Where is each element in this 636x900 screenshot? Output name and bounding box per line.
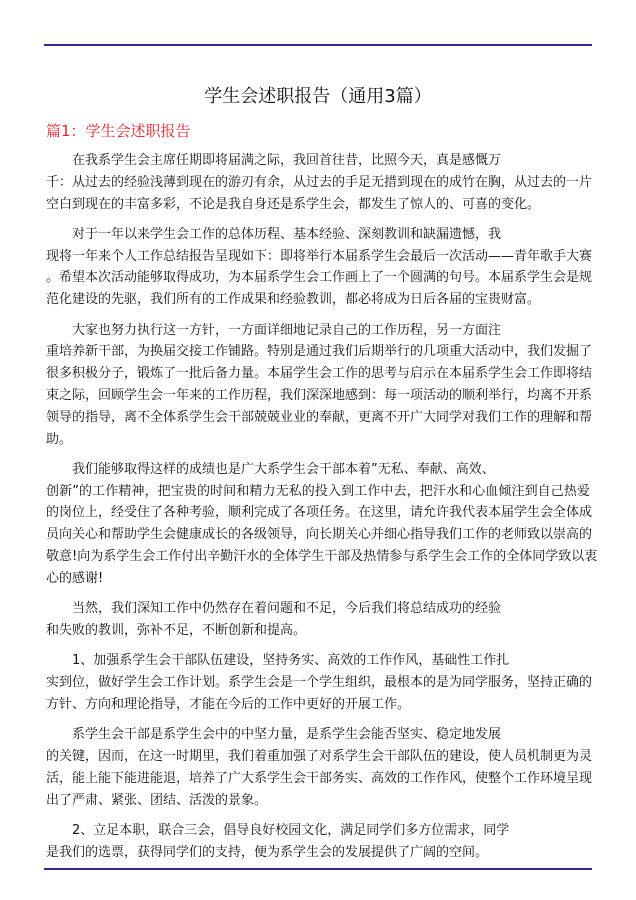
- paragraph: [46, 650, 593, 715]
- paragraph: [46, 820, 590, 864]
- paragraph-line: 出了严肃、紧张、团结、活泼的景象。: [46, 792, 268, 808]
- paragraph-line: 范化建设的先驱，我们所有的工作成果和经验教训，都必将成为日后各届的宝贵财富。: [46, 292, 541, 308]
- paragraph-line: 束之际，回顾学生会一年来的工作历程，我们深深地感到：每一项活动的顺利举行，均离不开系: [46, 387, 593, 403]
- paragraph-line: 我们能够取得这样的成绩也是广大系学生会干部本着”无私、奉献、高效、: [72, 461, 495, 477]
- paragraph-line: 在我系学生会主席任期即将届满之际，我回首往昔，比照今天，真是感慨万: [72, 153, 502, 168]
- paragraph-line: 。希望本次活动能够取得成功，为本届系学生会工作画上了一个圆满的句号。本届系学生会是规: [46, 270, 593, 286]
- paragraph-line: 空白到现在的丰富多彩，不论是我自身还是系学生会，都发生了惊人的、可喜的变化。: [46, 196, 541, 212]
- paragraph-line: 是我们的选票，获得同学们的支持，便为系学生会的发展提供了广阔的空间。: [46, 844, 489, 860]
- paragraph-line: 领导的指导，离不全体系学生会干部兢兢业业的奉献，更离不开广大同学对我们工作的理解和帮: [46, 409, 593, 425]
- paragraph-line: 方针、方向和理论指导，才能在今后的工作中更好的开展工作。: [46, 696, 411, 712]
- paragraph: [46, 320, 593, 451]
- paragraph-line: 实到位，做好学生会工作计划。系学生会是一个学生组织，最根本的是为同学服务，坚持正确的: [46, 675, 593, 691]
- paragraph-line: 心的感谢!: [46, 570, 104, 586]
- paragraph-line: 2、立足本职，联合三会，倡导良好校园文化，满足同学们多方位需求，同学: [72, 822, 510, 838]
- paragraph-line: 大家也努力执行这一方针，一方面详细地记录自己的工作历程，另一方面注: [72, 322, 502, 338]
- paragraph-line: 1、加强系学生会干部队伍建设，坚持务实、高效的工作作风，基础性工作扎: [72, 653, 510, 669]
- paragraph-line: 当然，我们深知工作中仍然存在着问题和不足，今后我们将总结成功的经验: [72, 601, 502, 617]
- paragraph-line: 对于一年以来学生会工作的总体历程、基本经验、深刻教训和缺漏遗憾，我: [72, 226, 502, 242]
- paragraph: [46, 724, 593, 811]
- paragraph-line: 助。: [46, 431, 73, 447]
- document-body: [46, 150, 598, 872]
- paragraph: [46, 459, 598, 590]
- paragraph-line: 重培养新干部，为换届交接工作铺路。特别是通过我们后期举行的几项重大活动中，我们发掘了: [46, 344, 593, 360]
- paragraph: [46, 150, 593, 215]
- paragraph-line: 现将一年来个人工作总结报告呈现如下：即将举行本届系学生会最后一次活动——青年歌手大赛: [46, 248, 593, 264]
- header-rule: [44, 44, 592, 46]
- paragraph-line: 敬意!向为系学生会工作付出辛勤汗水的全体学生干部及热情参与系学生会工作的全体同学致以衷: [46, 549, 598, 565]
- paragraph: [46, 598, 590, 642]
- document-title: 学生会述职报告（通用3篇）: [204, 86, 432, 107]
- paragraph-line: 员向关心和帮助学生会健康成长的各级领导，向长期关心并细心指导我们工作的老师致以崇高的: [46, 527, 593, 543]
- paragraph-line: 创新”的工作精神，把宝贵的时间和精力无私的投入到工作中去，把汗水和心血倾注到自己热爱: [46, 483, 590, 499]
- paragraph-line: 的关键，因而，在这一时期里，我们着重加强了对系学生会干部队伍的建设，使人员机制更为灵: [46, 748, 593, 764]
- paragraph-line: 活，能上能下能进能退，培养了广大系学生会干部务实、高效的工作作风，使整个工作环境呈现: [46, 770, 593, 786]
- footer-rule: [44, 868, 592, 870]
- paragraph-line: 的岗位上，经受住了各种考验，顺利完成了各项任务。在这里，请允许我代表本届学生会全体成: [46, 505, 593, 521]
- paragraph-line: 千：从过去的经验浅薄到现在的游刃有余，从过去的手足无措到现在的成竹在胸，从过去的一片: [46, 174, 593, 190]
- paragraph-line: 和失败的教训，弥补不足，不断创新和提高。: [46, 622, 307, 638]
- paragraph-line: 系学生会干部是系学生会中的中坚力量，是系学生会能否坚实、稳定地发展: [72, 727, 502, 743]
- section-heading: 篇1：学生会述职报告: [46, 122, 191, 140]
- paragraph-line: 很多积极分子，锻炼了一批后备力量。本届学生会工作的思考与启示在本届系学生会工作即将结: [46, 366, 593, 382]
- paragraph: [46, 224, 593, 311]
